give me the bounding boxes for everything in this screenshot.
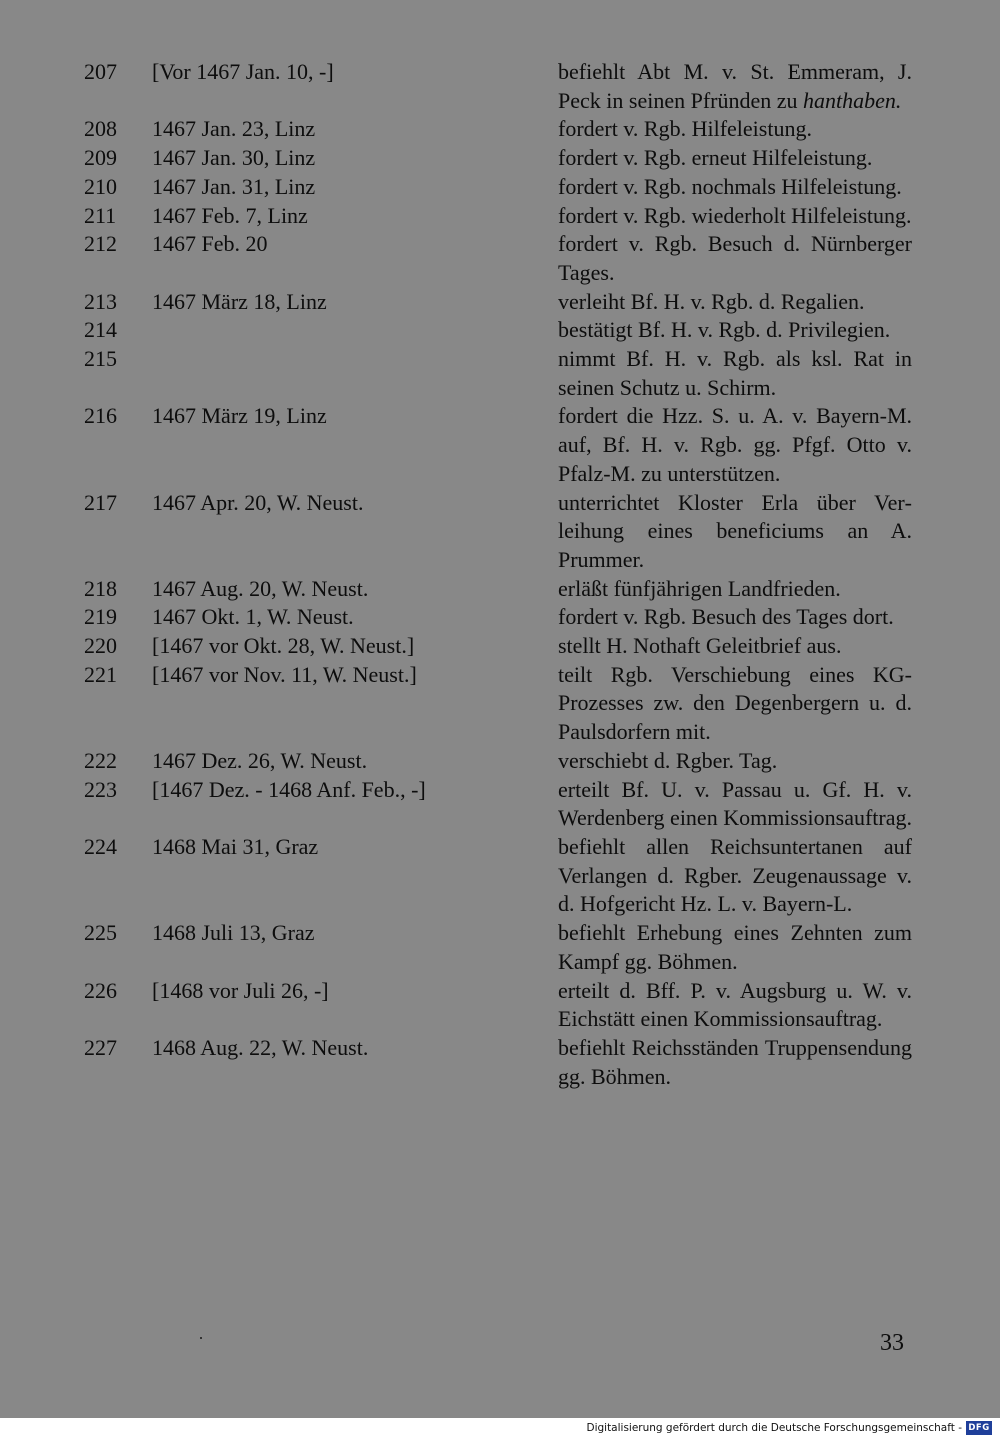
- entry-summary-text: teilt Rgb. Verschiebung eines KG-Prozesses zw. den Degenbergern u. d. Paulsdorfern mit.: [558, 661, 912, 745]
- entry-date-place: 1467 Feb. 20: [152, 231, 268, 257]
- entry-summary: [558, 575, 912, 604]
- regest-entry: [0, 919, 1000, 976]
- dfg-logo[interactable]: DFG: [966, 1421, 992, 1435]
- entry-summary: [558, 202, 912, 231]
- regest-entry: [0, 316, 1000, 345]
- entry-summary-text: stellt H. Nothaft Geleitbrief aus.: [558, 633, 842, 659]
- entry-number: 218: [84, 575, 117, 601]
- entry-summary-text: verschiebt d. Rgber. Tag.: [558, 747, 778, 773]
- entry-summary-text: fordert v. Rgb. Besuch d. Nürnberger Tages.: [558, 231, 912, 285]
- entry-summary-text: verleiht Bf. H. v. Rgb. d. Regalien.: [558, 288, 865, 314]
- regest-entry: [0, 1034, 1000, 1091]
- regest-entry: [0, 173, 1000, 202]
- entry-summary: [558, 1034, 912, 1091]
- entry-summary-text: befiehlt Reichsständen Truppensendung gg. Böhmen.: [558, 1034, 912, 1089]
- entry-number: 227: [84, 1034, 117, 1060]
- entry-summary: [558, 977, 912, 1034]
- entry-summary: [558, 661, 912, 747]
- entry-date-place: [1468 vor Juli 26, -]: [152, 977, 329, 1003]
- entry-summary-text: erläßt fünfjährigen Landfrieden.: [558, 575, 841, 601]
- entry-number: 224: [84, 833, 117, 859]
- entry-summary-text: erteilt d. Bff. P. v. Augsburg u. W. v. Eichstätt einen Kommissionsauftrag.: [558, 977, 912, 1032]
- entry-summary-text: fordert die Hzz. S. u. A. v. Bayern-M. auf, Bf. H. v. Rgb. gg. Pfgf. Otto v. Pfalz-M. zu unterstützen.: [558, 403, 912, 486]
- entry-summary-text: bestätigt Bf. H. v. Rgb. d. Privilegien.: [558, 317, 891, 343]
- entry-summary: [558, 632, 912, 661]
- regest-entry: [0, 489, 1000, 575]
- entry-summary: [558, 288, 912, 317]
- regest-entry: [0, 288, 1000, 317]
- entry-number: 215: [84, 346, 117, 372]
- entry-date-place: 1468 Aug. 22, W. Neust.: [152, 1034, 369, 1060]
- entry-summary-text: fordert v. Rgb. nochmals Hilfeleistung.: [558, 173, 902, 199]
- entry-number: 220: [84, 633, 117, 659]
- entry-number: 209: [84, 145, 117, 171]
- entry-summary: [558, 144, 912, 173]
- regest-entry: [0, 345, 1000, 402]
- entry-date-place: 1467 Jan. 30, Linz: [152, 145, 316, 171]
- entry-summary: [558, 402, 912, 488]
- entry-summary: [558, 776, 912, 833]
- regest-entry: [0, 632, 1000, 661]
- entry-summary: [558, 833, 912, 919]
- entry-summary-text: befiehlt Erhebung eines Zehnten zum Kampf gg. Böhmen.: [558, 920, 912, 974]
- entry-date-place: [1467 Dez. - 1468 Anf. Feb., -]: [152, 776, 426, 802]
- regest-entry: [0, 661, 1000, 747]
- entry-summary-text: fordert v. Rgb. Besuch des Tages dort.: [558, 604, 894, 630]
- entry-summary-text: befiehlt Abt M. v. St. Emmeram, J. Peck in seinen Pfründen zu: [558, 59, 912, 113]
- entry-number: 217: [84, 489, 117, 515]
- regest-entry: [0, 575, 1000, 604]
- entry-number: 225: [84, 920, 117, 946]
- entry-date-place: 1467 März 19, Linz: [152, 403, 327, 429]
- entry-number: 219: [84, 604, 117, 630]
- regest-entry: [0, 230, 1000, 287]
- regest-entry: [0, 603, 1000, 632]
- entry-summary-text: fordert v. Rgb. erneut Hilfeleistung.: [558, 145, 873, 171]
- entry-date-place: 1467 Okt. 1, W. Neust.: [152, 604, 354, 630]
- entry-summary-italic: hanthaben.: [803, 87, 902, 113]
- entry-summary: [558, 115, 912, 144]
- entry-summary: [558, 919, 912, 976]
- entry-date-place: 1467 März 18, Linz: [152, 288, 327, 314]
- entry-number: 207: [84, 59, 117, 84]
- entry-summary: [558, 345, 912, 402]
- entry-number: 214: [84, 317, 117, 343]
- footer-bar: [0, 1418, 1000, 1439]
- regest-entry: [0, 747, 1000, 776]
- footer-funding-note: Digitalisierung gefördert durch die Deutsche Forschungsgemeinschaft -: [586, 1422, 962, 1434]
- entry-summary: [558, 747, 912, 776]
- entry-summary: [558, 173, 912, 202]
- regest-entry: [0, 144, 1000, 173]
- entry-date-place: [1467 vor Nov. 11, W. Neust.]: [152, 661, 417, 687]
- entry-summary: [558, 603, 912, 632]
- entry-number: 210: [84, 173, 117, 199]
- entry-number: 213: [84, 288, 117, 314]
- entry-number: 216: [84, 403, 117, 429]
- entry-date-place: [1467 vor Okt. 28, W. Neust.]: [152, 633, 415, 659]
- entry-summary-text: fordert v. Rgb. Hilfeleistung.: [558, 116, 812, 142]
- entry-number: 211: [84, 202, 117, 228]
- entry-summary-text: unterrichtet Kloster Erla über Verleihung eines beneficiums an A. Prummer.: [558, 489, 912, 572]
- regest-entry: [0, 402, 1000, 488]
- entry-date-place: [Vor 1467 Jan. 10, -]: [152, 59, 334, 84]
- regest-entry: [0, 833, 1000, 919]
- regesten-list: [0, 58, 1000, 1091]
- entry-number: 222: [84, 747, 117, 773]
- entry-date-place: 1467 Feb. 7, Linz: [152, 202, 308, 228]
- regest-entry: [0, 977, 1000, 1034]
- entry-summary: [558, 489, 912, 575]
- entry-date-place: 1467 Jan. 31, Linz: [152, 173, 316, 199]
- regest-entry: [0, 58, 1000, 115]
- entry-summary: [558, 58, 912, 115]
- regest-entry: [0, 115, 1000, 144]
- page-number: 33: [880, 1330, 904, 1356]
- entry-summary-text: fordert v. Rgb. wiederholt Hilfeleistung.: [558, 202, 912, 228]
- entry-summary-text: befiehlt allen Reichsuntertanen auf Verlangen d. Rgber. Zeugenaussage v. d. Hofgericht Hz. L. v. Bayern-L.: [558, 833, 912, 917]
- entry-summary-text: nimmt Bf. H. v. Rgb. als ksl. Rat in seinen Schutz u. Schirm.: [558, 346, 912, 400]
- entry-date-place: 1468 Mai 31, Graz: [152, 833, 319, 859]
- entry-summary: [558, 230, 912, 287]
- entry-date-place: 1467 Apr. 20, W. Neust.: [152, 489, 364, 515]
- regest-entry: [0, 776, 1000, 833]
- entry-number: 208: [84, 116, 117, 142]
- entry-number: 221: [84, 661, 117, 687]
- entry-number: 212: [84, 231, 117, 257]
- entry-summary: [558, 316, 912, 345]
- regest-entry: [0, 202, 1000, 231]
- entry-date-place: 1467 Dez. 26, W. Neust.: [152, 747, 368, 773]
- entry-date-place: 1467 Aug. 20, W. Neust.: [152, 575, 369, 601]
- entry-date-place: 1467 Jan. 23, Linz: [152, 116, 316, 142]
- entry-number: 223: [84, 776, 117, 802]
- entry-summary-text: erteilt Bf. U. v. Passau u. Gf. H. v. Werdenberg einen Kommissionsauftrag.: [558, 776, 913, 831]
- entry-number: 226: [84, 977, 117, 1003]
- entry-date-place: 1468 Juli 13, Graz: [152, 920, 315, 946]
- scan-speck: [200, 1337, 202, 1339]
